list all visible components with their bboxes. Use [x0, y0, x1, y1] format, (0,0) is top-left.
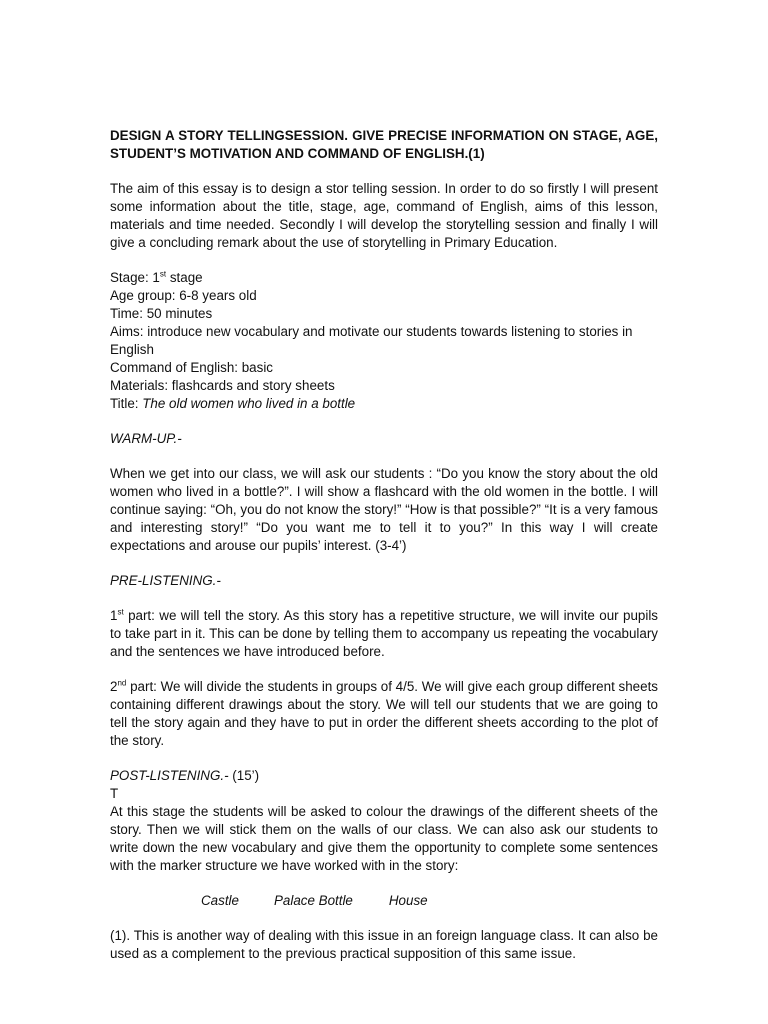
postlistening-paragraph: At this stage the students will be asked to colour the drawings of the different sheets of the story. Then we will stick them on the walls of our class. We can also ask our students to write down the new vocabulary and give them the opportunity to complete some sentences with the marker structure we have worked with in the story: [110, 804, 658, 873]
postlistening-time: (15’) [228, 768, 260, 783]
info-title-value: The old women who lived in a bottle [142, 396, 356, 411]
part2-number: 2 [110, 679, 118, 694]
vocabulary-words [110, 892, 658, 910]
part2-text: part: We will divide the students in groups of 4/5. We will give each group different sheets containing different drawings about the story. We will tell our students that we are going to tell the story again and they have to put in order the different sheets according to the plot of the story. [110, 679, 658, 748]
vocab-word-house: House [388, 893, 428, 908]
warmup-heading: WARM-UP.- [110, 431, 182, 446]
intro-paragraph: The aim of this essay is to design a stor telling session. In order to do so firstly I will present some information about the title, stage, age, command of English, aims of this lesson, materials and time needed. Secondly I will develop the storytelling session and finally I will give a concluding remark about the use of storytelling in Primary Education. [110, 181, 658, 250]
postlistening-stray-letter: T [110, 786, 119, 801]
info-stage-prefix: Stage: 1 [110, 270, 160, 285]
vocab-word-palace-bottle: Palace Bottle [273, 893, 353, 908]
postlistening-heading-line [110, 767, 658, 785]
warmup-paragraph: When we get into our class, we will ask our students : “Do you know the story about the old women who lived in a bottle?”. I will show a flashcard with the old women in the bottle. I will continue saying: “Oh, you do not know the story!” “How is that possible?” “It is a very famous and interesting story!” “Do you want me to tell it to you?” In this way I will create expectations and arouse our pupils’ interest. (3-4’) [110, 466, 658, 553]
prelistening-part2 [110, 678, 658, 750]
info-time: Time: 50 minutes [110, 306, 213, 321]
info-command: Command of English: basic [110, 360, 273, 375]
prelistening-part1 [110, 607, 658, 661]
info-stage [110, 269, 658, 287]
info-age-group: Age group: 6-8 years old [110, 288, 257, 303]
document-title: DESIGN A STORY TELLINGSESSION. GIVE PRECISE INFORMATION ON STAGE, AGE, STUDENT’S MOTIVATION AND COMMAND OF ENGLISH.(1) [110, 128, 658, 161]
postlistening-heading: POST-LISTENING.- [110, 768, 229, 783]
part1-number: 1 [110, 608, 118, 623]
info-materials: Materials: flashcards and story sheets [110, 378, 335, 393]
document-body [110, 127, 658, 980]
lesson-info [110, 269, 658, 413]
vocab-word-castle: Castle [201, 893, 239, 908]
info-aims: Aims: introduce new vocabulary and motivate our students towards listening to stories in English [110, 324, 633, 357]
info-stage-suffix: stage [166, 270, 203, 285]
info-title-label: Title: [110, 396, 143, 411]
footnote: (1). This is another way of dealing with this issue in an foreign language class. It can also be used as a complement to the previous practical supposition of this same issue. [110, 928, 658, 961]
part1-sup: st [117, 607, 124, 617]
part1-text: part: we will tell the story. As this story has a repetitive structure, we will invite our pupils to take part in it. This can be done by telling them to accompany us repeating the vocabulary and the sentences we have introduced before. [110, 608, 658, 659]
prelistening-heading: PRE-LISTENING.- [110, 573, 221, 588]
info-title [110, 395, 658, 413]
info-stage-sup: st [159, 269, 167, 279]
part2-sup: nd [117, 678, 127, 688]
